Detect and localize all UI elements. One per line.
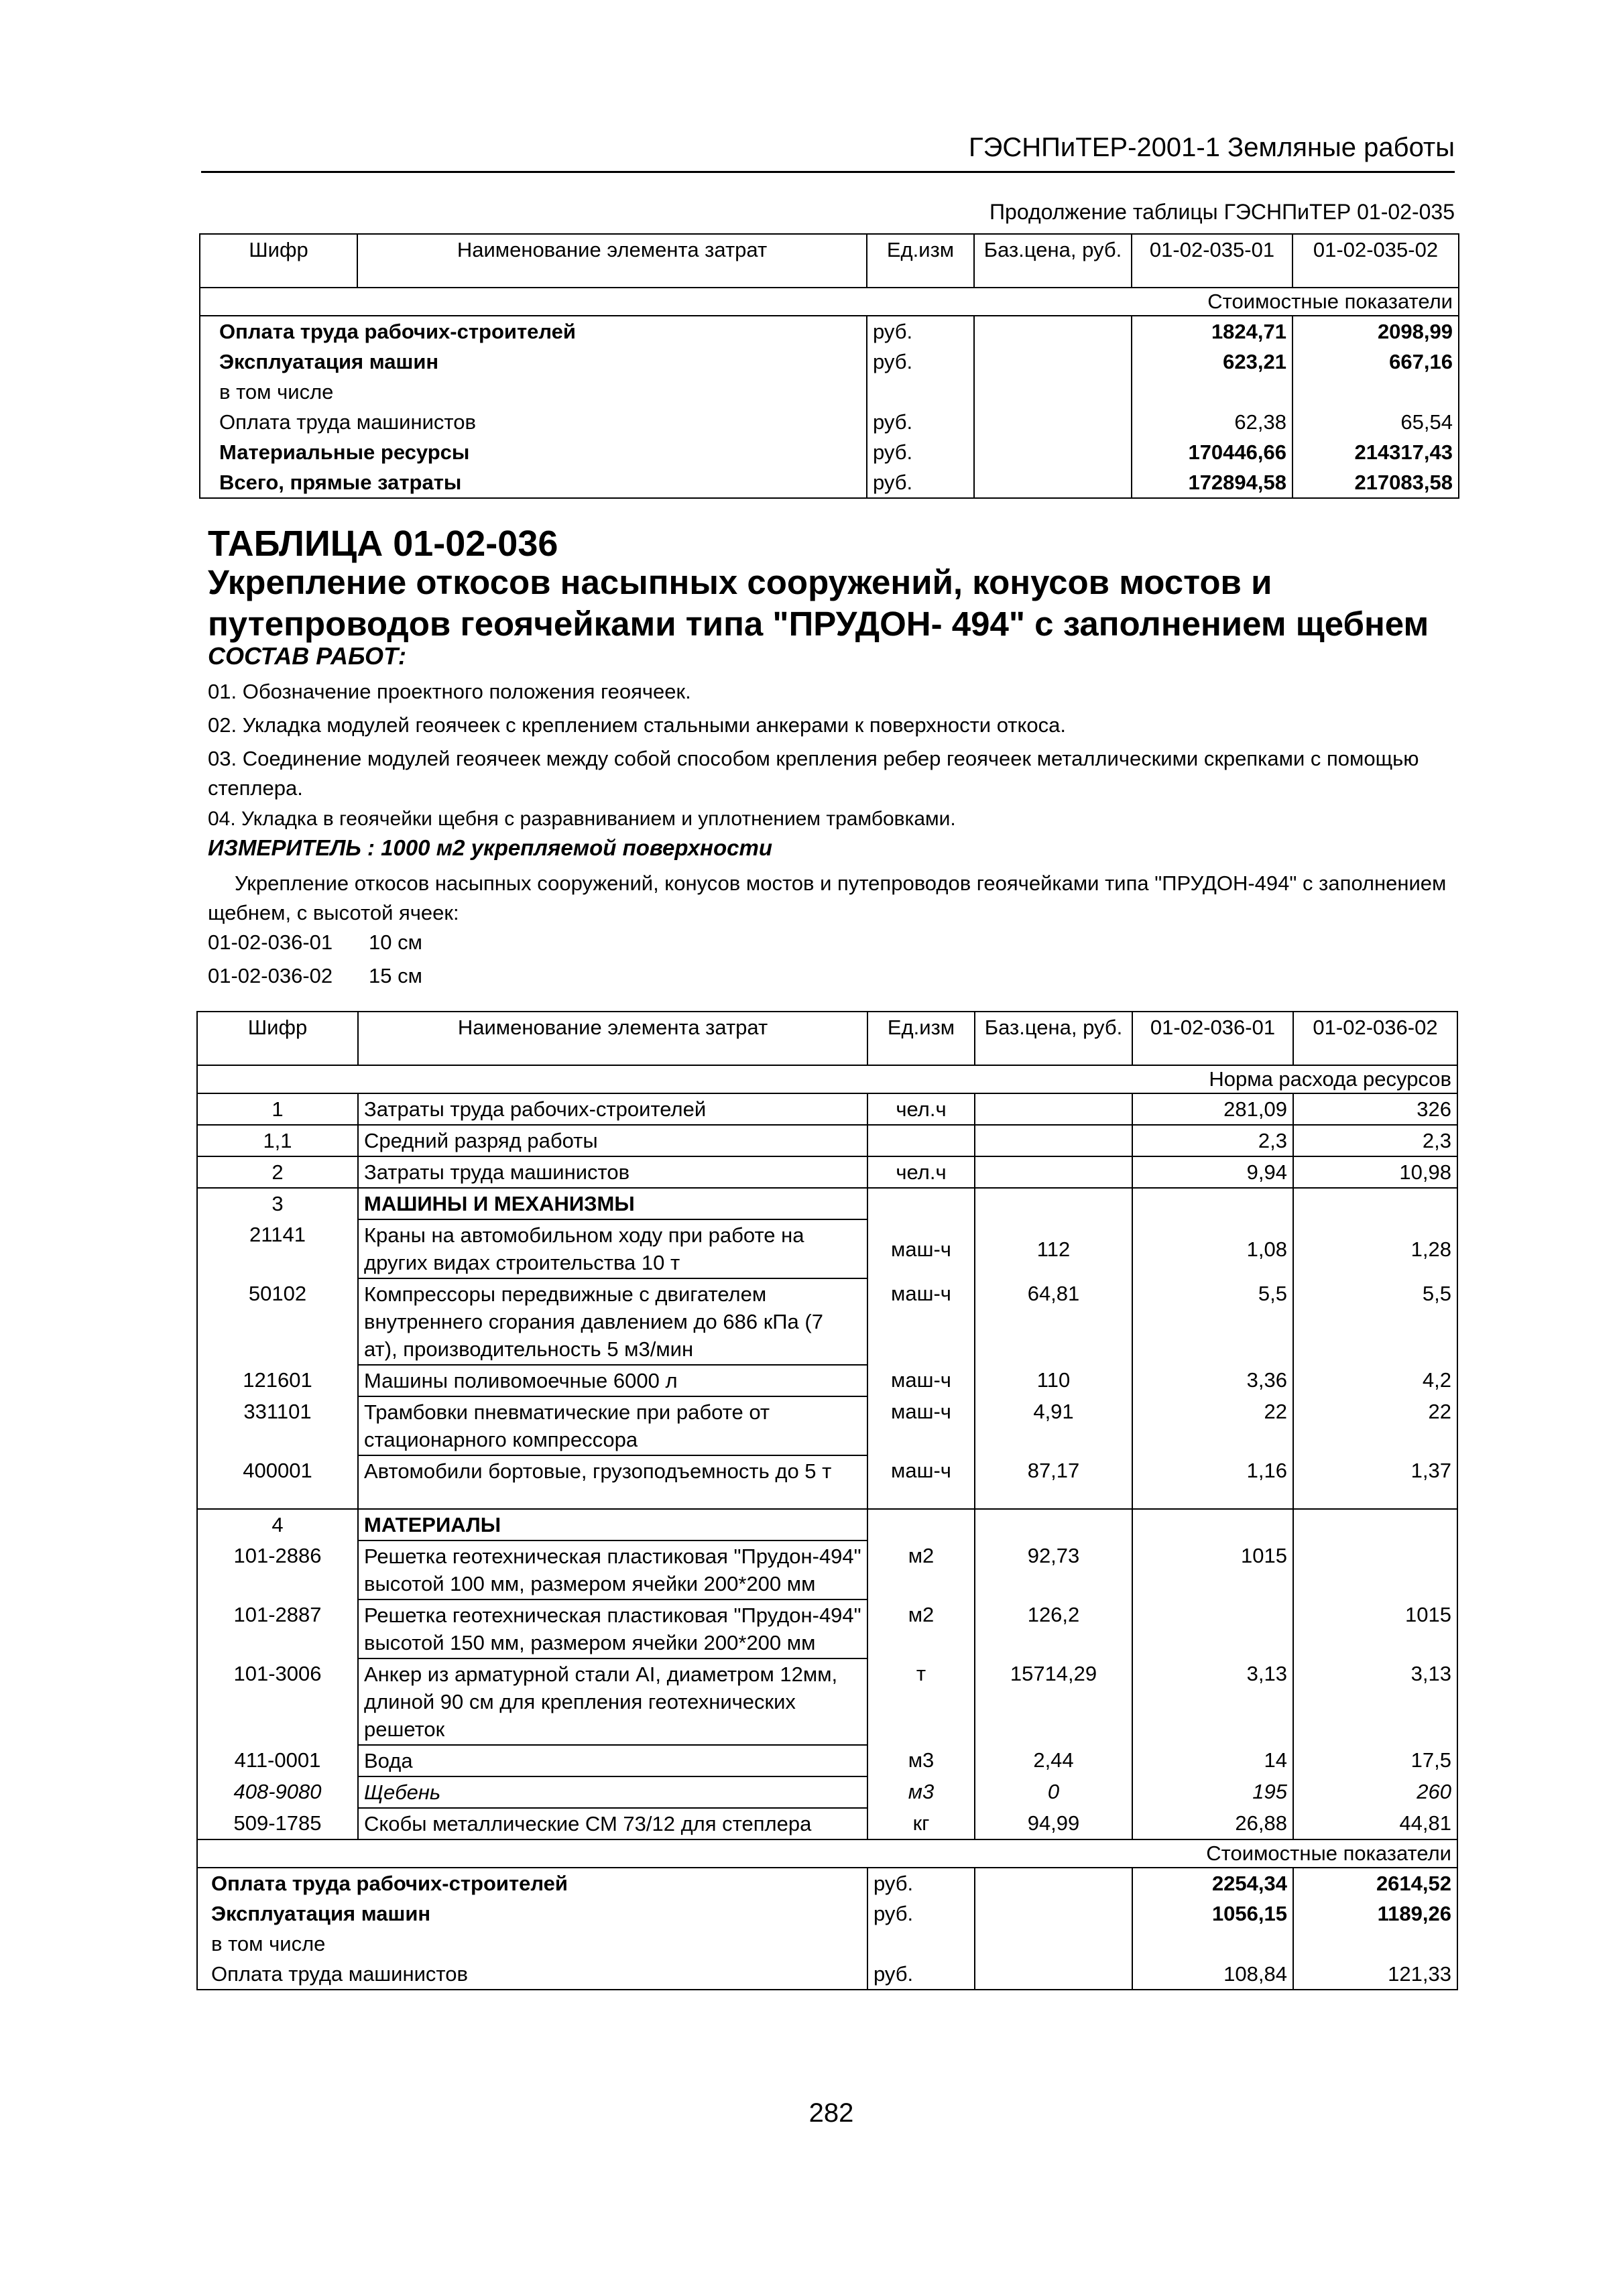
variant-code: 01-02-036-02 — [208, 964, 333, 987]
row-v1: 281,09 — [1132, 1093, 1293, 1125]
row-v2: 17,5 — [1293, 1745, 1457, 1776]
row-unit: руб. — [867, 437, 974, 467]
col-header-v1: 01-02-036-01 — [1132, 1012, 1293, 1065]
table-row — [197, 1808, 1457, 1839]
row-v1 — [1132, 1188, 1293, 1219]
row-price: 4,91 — [975, 1396, 1132, 1455]
row-v2: 4,2 — [1293, 1365, 1457, 1396]
row-v2: 5,5 — [1293, 1278, 1457, 1365]
row-v2: 3,13 — [1293, 1658, 1457, 1745]
row-code: 1 — [197, 1093, 358, 1125]
row-code: 101-2886 — [197, 1540, 358, 1599]
row-price — [974, 377, 1132, 407]
row-name: Компрессоры передвижные с двигателем внутреннего сгорания давлением до 686 кПа (7 ат), производительность 5 м3/мин — [358, 1278, 867, 1365]
row-price — [975, 1959, 1132, 1990]
running-header: ГЭСНПиТЕР-2001-1 Земляные работы — [969, 133, 1455, 162]
row-name: Скобы металлические СМ 73/12 для степлера — [358, 1808, 867, 1839]
row-price: 112 — [975, 1219, 1132, 1278]
row-name: в том числе — [197, 1929, 867, 1959]
row-unit: м2 — [867, 1599, 975, 1658]
row-code: 121601 — [197, 1365, 358, 1396]
row-v1: 3,36 — [1132, 1365, 1293, 1396]
row-v2 — [1293, 1188, 1457, 1219]
table-row — [200, 316, 1459, 347]
work-item: 04. Укладка в геоячейки щебня с разравниванием и уплотнением трамбовками. — [208, 808, 956, 830]
row-v2: 214317,43 — [1293, 437, 1459, 467]
row-name: Средний разряд работы — [358, 1125, 867, 1156]
row-unit: руб. — [867, 347, 974, 377]
row-code: 4 — [197, 1509, 358, 1540]
table-row — [200, 407, 1459, 437]
row-code: 408-9080 — [197, 1776, 358, 1808]
table-row — [197, 1898, 1457, 1929]
row-price — [974, 467, 1132, 498]
row-price: 2,44 — [975, 1745, 1132, 1776]
row-unit: кг — [867, 1808, 975, 1839]
row-unit: руб. — [867, 467, 974, 498]
row-price — [975, 1156, 1132, 1188]
col-header-name: Наименование элемента затрат — [357, 234, 867, 288]
row-v1: 195 — [1132, 1776, 1293, 1808]
row-v1: 172894,58 — [1132, 467, 1293, 498]
measure-unit: ИЗМЕРИТЕЛЬ : 1000 м2 укрепляемой поверхности — [208, 835, 772, 860]
row-v2 — [1293, 1929, 1457, 1959]
row-v2: 2098,99 — [1293, 316, 1459, 347]
work-item: 03. Соединение модулей геоячеек между собой способом крепления ребер геоячеек металлическими скрепками с помощью степлера. — [208, 747, 1419, 800]
table-row — [197, 1219, 1457, 1278]
row-v2: 121,33 — [1293, 1959, 1457, 1990]
row-v1: 108,84 — [1132, 1959, 1293, 1990]
row-v2: 22 — [1293, 1396, 1457, 1455]
row-unit: маш-ч — [867, 1455, 975, 1509]
table-01-02-036 — [196, 1011, 1458, 1990]
row-unit — [867, 1125, 975, 1156]
table-row — [200, 347, 1459, 377]
variant-value: 10 см — [369, 930, 422, 954]
row-code: 331101 — [197, 1396, 358, 1455]
row-name: Оплата труда рабочих-строителей — [200, 316, 867, 347]
table-row — [197, 1658, 1457, 1745]
row-unit: чел.ч — [867, 1093, 975, 1125]
table-row — [197, 1156, 1457, 1188]
row-unit: маш-ч — [867, 1278, 975, 1365]
variant-code: 01-02-036-01 — [208, 930, 333, 954]
work-item: 01. Обозначение проектного положения геоячеек. — [208, 680, 691, 703]
table-row — [200, 437, 1459, 467]
row-v2: 65,54 — [1293, 407, 1459, 437]
table-row — [197, 1365, 1457, 1396]
header-rule — [201, 171, 1455, 173]
row-v2: 217083,58 — [1293, 467, 1459, 498]
row-unit: м3 — [867, 1745, 975, 1776]
row-v2 — [1293, 1540, 1457, 1599]
col-header-price: Баз.цена, руб. — [974, 234, 1132, 288]
row-code: 3 — [197, 1188, 358, 1219]
row-name: Краны на автомобильном ходу при работе на других видах строительства 10 т — [358, 1219, 867, 1278]
row-v1: 14 — [1132, 1745, 1293, 1776]
row-name: Решетка геотехническая пластиковая "Прудон-494" высотой 100 мм, размером ячейки 200*200 мм — [358, 1540, 867, 1599]
row-code: 411-0001 — [197, 1745, 358, 1776]
row-name: МАТЕРИАЛЫ — [358, 1509, 867, 1540]
group-header-row — [197, 1188, 1457, 1219]
col-header-price: Баз.цена, руб. — [975, 1012, 1132, 1065]
row-v1: 1056,15 — [1132, 1898, 1293, 1929]
row-v1 — [1132, 1929, 1293, 1959]
table-row — [200, 377, 1459, 407]
table-01-02-035-continuation — [199, 233, 1459, 499]
col-header-v1: 01-02-035-01 — [1132, 234, 1293, 288]
table-row — [200, 467, 1459, 498]
row-unit — [867, 1929, 975, 1959]
table-row — [197, 1776, 1457, 1808]
table-code-heading: ТАБЛИЦА 01-02-036 — [208, 524, 558, 564]
row-name: Вода — [358, 1745, 867, 1776]
row-code: 2 — [197, 1156, 358, 1188]
row-name: МАШИНЫ И МЕХАНИЗМЫ — [358, 1188, 867, 1219]
row-name: Эксплуатация машин — [197, 1898, 867, 1929]
section-label: Стоимостные показатели — [197, 1839, 1457, 1868]
row-name: Щебень — [358, 1776, 867, 1808]
row-v2: 1,37 — [1293, 1455, 1457, 1509]
row-code: 101-2887 — [197, 1599, 358, 1658]
row-price — [974, 347, 1132, 377]
variant-row — [208, 964, 422, 988]
row-price: 15714,29 — [975, 1658, 1132, 1745]
row-name: Анкер из арматурной стали AI, диаметром 12мм, длиной 90 см для крепления геотехнических решеток — [358, 1658, 867, 1745]
work-item: 02. Укладка модулей геоячеек с креплением стальными анкерами к поверхности откоса. — [208, 713, 1066, 737]
row-name: Автомобили бортовые, грузоподъемность до 5 т — [358, 1455, 867, 1509]
table-row — [197, 1093, 1457, 1125]
row-unit: руб. — [867, 1959, 975, 1990]
table-row — [197, 1278, 1457, 1365]
table-header-row — [197, 1012, 1457, 1065]
variant-value: 15 см — [369, 964, 422, 987]
row-v1: 2254,34 — [1132, 1868, 1293, 1898]
row-price — [975, 1898, 1132, 1929]
row-name: Всего, прямые затраты — [200, 467, 867, 498]
row-unit — [867, 1509, 975, 1540]
table-row — [197, 1599, 1457, 1658]
row-v1 — [1132, 1599, 1293, 1658]
page-number: 282 — [808, 2098, 854, 2128]
row-price: 126,2 — [975, 1599, 1132, 1658]
col-header-unit: Ед.изм — [867, 1012, 975, 1065]
row-v2: 2,3 — [1293, 1125, 1457, 1156]
row-price — [975, 1188, 1132, 1219]
row-code: 21141 — [197, 1219, 358, 1278]
row-v1: 62,38 — [1132, 407, 1293, 437]
section-row — [197, 1065, 1457, 1093]
row-unit: руб. — [867, 1868, 975, 1898]
row-name: Оплата труда машинистов — [200, 407, 867, 437]
section-label: Норма расхода ресурсов — [197, 1065, 1457, 1093]
row-price: 92,73 — [975, 1540, 1132, 1599]
table-row — [197, 1455, 1457, 1509]
col-header-v2: 01-02-036-02 — [1293, 1012, 1457, 1065]
row-price — [975, 1868, 1132, 1898]
row-v1: 1015 — [1132, 1540, 1293, 1599]
row-v1: 170446,66 — [1132, 437, 1293, 467]
row-name: Трамбовки пневматические при работе от стационарного компрессора — [358, 1396, 867, 1455]
row-name: Затраты труда рабочих-строителей — [358, 1093, 867, 1125]
table-row — [197, 1125, 1457, 1156]
row-price — [974, 407, 1132, 437]
row-price — [975, 1093, 1132, 1125]
table-row — [197, 1396, 1457, 1455]
row-name: Оплата труда машинистов — [197, 1959, 867, 1990]
section-label: Стоимостные показатели — [200, 288, 1459, 316]
row-unit: м3 — [867, 1776, 975, 1808]
table-header-row — [200, 234, 1459, 288]
row-name: Оплата труда рабочих-строителей — [197, 1868, 867, 1898]
row-name: Эксплуатация машин — [200, 347, 867, 377]
row-name: в том числе — [200, 377, 867, 407]
table-row — [197, 1745, 1457, 1776]
row-price: 0 — [975, 1776, 1132, 1808]
row-v1: 5,5 — [1132, 1278, 1293, 1365]
row-v1: 3,13 — [1132, 1658, 1293, 1745]
row-unit: руб. — [867, 1898, 975, 1929]
row-name: Машины поливомоечные 6000 л — [358, 1365, 867, 1396]
variant-row — [208, 930, 422, 955]
section-row — [200, 288, 1459, 316]
row-price: 94,99 — [975, 1808, 1132, 1839]
row-v2: 10,98 — [1293, 1156, 1457, 1188]
row-unit: маш-ч — [867, 1396, 975, 1455]
section-row — [197, 1839, 1457, 1868]
row-name: Материальные ресурсы — [200, 437, 867, 467]
row-unit — [867, 1188, 975, 1219]
row-v1: 623,21 — [1132, 347, 1293, 377]
table-row — [197, 1959, 1457, 1990]
row-price: 87,17 — [975, 1455, 1132, 1509]
row-price — [975, 1509, 1132, 1540]
row-v1: 1,16 — [1132, 1455, 1293, 1509]
row-unit — [867, 377, 974, 407]
row-price: 110 — [975, 1365, 1132, 1396]
row-name: Затраты труда машинистов — [358, 1156, 867, 1188]
row-v2: 260 — [1293, 1776, 1457, 1808]
row-name: Решетка геотехническая пластиковая "Прудон-494" высотой 150 мм, размером ячейки 200*200 мм — [358, 1599, 867, 1658]
table-row — [197, 1929, 1457, 1959]
table-title: Укрепление откосов насыпных сооружений, конусов мостов и путепроводов геоячейками типа "ПРУДОН- 494" с заполнением щебнем — [208, 563, 1429, 643]
row-code: 509-1785 — [197, 1808, 358, 1839]
row-unit: руб. — [867, 316, 974, 347]
row-v2: 1015 — [1293, 1599, 1457, 1658]
row-v2: 1189,26 — [1293, 1898, 1457, 1929]
row-v1 — [1132, 377, 1293, 407]
row-unit: чел.ч — [867, 1156, 975, 1188]
continuation-note: Продолжение таблицы ГЭСНПиТЕР 01-02-035 — [989, 200, 1455, 224]
row-price: 64,81 — [975, 1278, 1132, 1365]
intro-paragraph: Укрепление откосов насыпных сооружений, конусов мостов и путепроводов геоячейками типа "ПРУДОН-494" с заполнением щебнем, с высотой ячеек: — [208, 871, 1447, 924]
row-v2: 2614,52 — [1293, 1868, 1457, 1898]
col-header-code: Шифр — [197, 1012, 358, 1065]
row-price — [974, 316, 1132, 347]
col-header-v2: 01-02-035-02 — [1293, 234, 1459, 288]
row-unit: руб. — [867, 407, 974, 437]
table-row — [197, 1868, 1457, 1898]
row-v2: 1,28 — [1293, 1219, 1457, 1278]
row-v1 — [1132, 1509, 1293, 1540]
row-v1: 22 — [1132, 1396, 1293, 1455]
row-v1: 26,88 — [1132, 1808, 1293, 1839]
row-price — [975, 1125, 1132, 1156]
row-code: 50102 — [197, 1278, 358, 1365]
table-row — [197, 1540, 1457, 1599]
row-price — [975, 1929, 1132, 1959]
row-unit: м2 — [867, 1540, 975, 1599]
row-v2 — [1293, 377, 1459, 407]
group-header-row — [197, 1509, 1457, 1540]
row-v1: 1,08 — [1132, 1219, 1293, 1278]
row-price — [974, 437, 1132, 467]
row-v2: 667,16 — [1293, 347, 1459, 377]
row-unit: т — [867, 1658, 975, 1745]
row-v1: 2,3 — [1132, 1125, 1293, 1156]
row-v1: 1824,71 — [1132, 316, 1293, 347]
row-unit: маш-ч — [867, 1219, 975, 1278]
row-v2: 44,81 — [1293, 1808, 1457, 1839]
col-header-unit: Ед.изм — [867, 234, 974, 288]
row-v2 — [1293, 1509, 1457, 1540]
row-code: 400001 — [197, 1455, 358, 1509]
col-header-name: Наименование элемента затрат — [358, 1012, 867, 1065]
row-code: 101-3006 — [197, 1658, 358, 1745]
row-code: 1,1 — [197, 1125, 358, 1156]
col-header-code: Шифр — [200, 234, 357, 288]
row-unit: маш-ч — [867, 1365, 975, 1396]
row-v1: 9,94 — [1132, 1156, 1293, 1188]
work-composition-label: СОСТАВ РАБОТ: — [208, 642, 406, 670]
row-v2: 326 — [1293, 1093, 1457, 1125]
